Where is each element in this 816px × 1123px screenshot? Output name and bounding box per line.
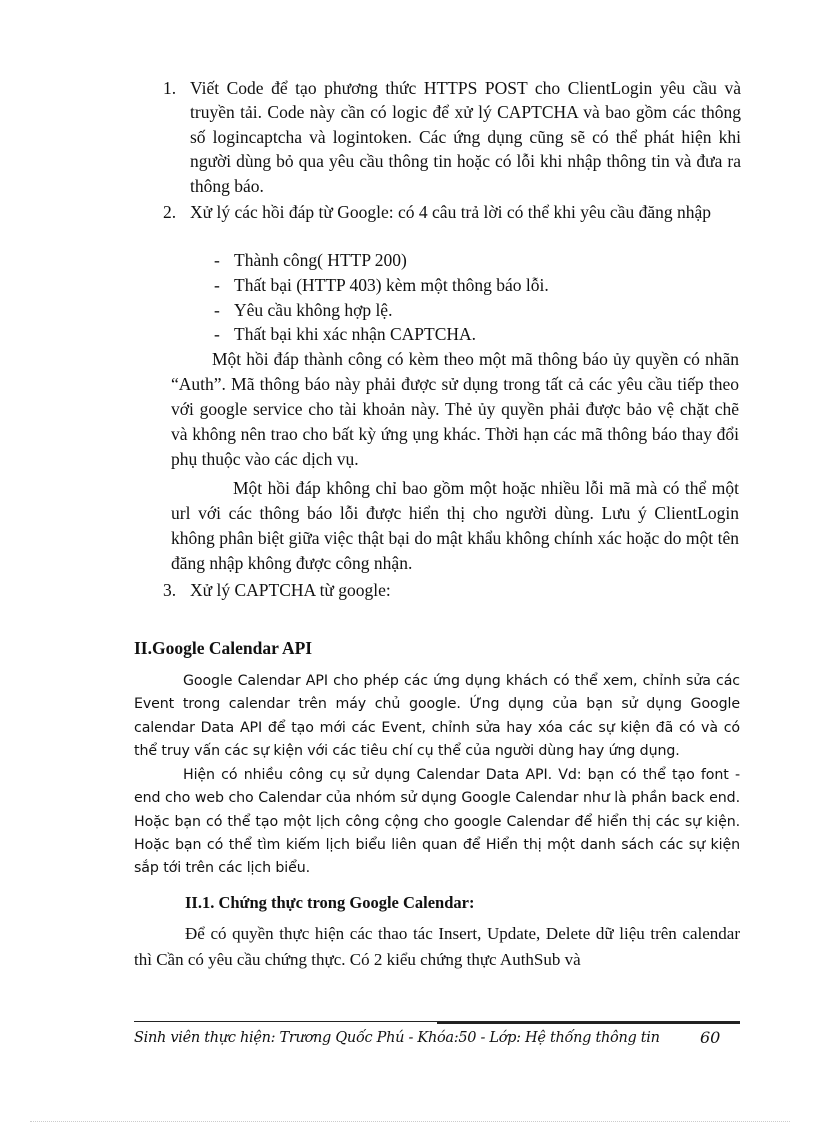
list-item (163, 200, 741, 224)
paragraph-auth: Một hồi đáp thành công có kèm theo một mã thông báo ủy quyền có nhãn “Auth”. Mã thông báo này phải được sử dụng trong tất cả các yêu cầu tiếp theo với google service cho tài khoản này. Thẻ ủy quyền phải được bảo vệ chặt chẽ và không nên trao cho bất kỳ ứng ụng khác. Thời hạn các mã thông báo thay đổi phụ thuộc vào các dịch vụ. (171, 349, 739, 469)
response-text: Thất bại (HTTP 403) kèm một thông báo lỗi. (234, 275, 549, 295)
dash-bullet: - (214, 300, 220, 320)
section-heading: II.Google Calendar API (134, 638, 313, 658)
response-text: Yêu cầu không hợp lệ. (234, 300, 393, 320)
response-item (214, 248, 407, 272)
list-text: Xử lý CAPTCHA từ google: (190, 580, 391, 600)
section-paragraph: Google Calendar API cho phép các ứng dụng khách có thể xem, chỉnh sửa các Event trong calendar trên máy chủ google. Ứng dụng của bạn sử dụng Google calendar Data API để tạo mới các Event, chỉnh sửa hay xóa các sự kiện đã có và có thể truy vấn các sự kiện với các tiêu chí cụ thể của người dùng hay ứng dụng. (134, 673, 740, 759)
subsection-paragraph: Để có quyền thực hiện các thao tác Insert, Update, Delete dữ liệu trên calendar thì Cần có yêu cầu chứng thực. Có 2 kiểu chứng thực AuthSub và (134, 924, 740, 969)
dash-bullet: - (214, 250, 220, 270)
dash-bullet: - (214, 324, 220, 344)
response-text: Thành công( HTTP 200) (234, 250, 407, 270)
response-item (214, 273, 549, 297)
page-number: 60 (700, 1028, 721, 1047)
section-paragraph: Hiện có nhiều công cụ sử dụng Calendar Data API. Vd: bạn có thể tạo font - end cho web cho Calendar của nhóm sử dụng Google Calendar như là phần back end. Hoặc bạn có thể tạo một lịch công cộng cho google Calendar để hiển thị các sự kiện. Hoặc bạn có thể tìm kiếm lịch biểu liên quan để Hiển thị một danh sách các sự kiện sắp tới trên các lịch biểu. (134, 767, 740, 877)
list-number: 2. (163, 202, 177, 222)
list-item (163, 578, 741, 602)
dash-bullet: - (214, 275, 220, 295)
footer-rule (134, 1021, 740, 1024)
subsection-heading: II.1. Chứng thực trong Google Calendar: (185, 893, 475, 912)
list-number: 1. (163, 78, 177, 98)
list-item (163, 76, 741, 198)
response-item (214, 298, 392, 322)
page-edge-dotted-line (30, 1121, 790, 1122)
list-text: Viết Code để tạo phương thức HTTPS POST cho ClientLogin yêu cầu và truyền tải. Code này cần có logic để xử lý CAPTCHA và bao gồm các thông số logincaptcha và logintoken. Các ứng dụng cũng sẽ có thể phát hiện khi người dùng bỏ qua yêu cầu thông tin hoặc có lỗi khi nhập thông tin và đưa ra thông báo. (190, 78, 741, 196)
list-text: Xử lý các hồi đáp từ Google: có 4 câu trả lời có thể khi yêu cầu đăng nhập (190, 202, 711, 222)
footer-text: Sinh viên thực hiện: Trương Quốc Phú - Khóa:50 - Lớp: Hệ thống thông tin (134, 1030, 660, 1046)
response-text: Thất bại khi xác nhận CAPTCHA. (234, 324, 477, 344)
paragraph-errors: Một hồi đáp không chỉ bao gồm một hoặc nhiều lỗi mã mà có thể một url với các thông báo lỗi được hiển thị cho người dùng. Lưu ý ClientLogin không phân biệt giữa việc thật bại do mật khẩu không chính xác hoặc do một tên đăng nhập không được công nhận. (171, 478, 739, 573)
list-number: 3. (163, 580, 177, 600)
response-item (214, 322, 476, 346)
